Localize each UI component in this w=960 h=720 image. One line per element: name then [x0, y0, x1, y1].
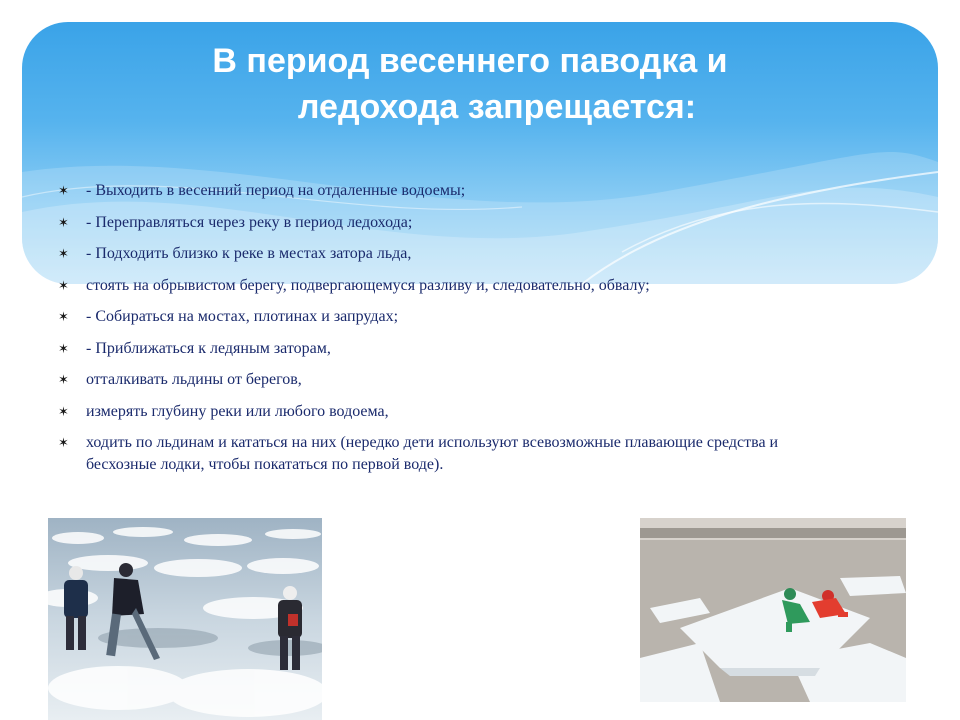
- star-bullet-icon: ✶: [58, 246, 69, 261]
- list-item: ✶ - Приближаться к ледяным заторам,: [52, 338, 852, 360]
- list-item: ✶ - Выходить в весенний период на отдаленные водоемы;: [52, 180, 852, 202]
- list-item: ✶ отталкивать льдины от берегов,: [52, 369, 852, 391]
- star-bullet-icon: ✶: [58, 403, 69, 419]
- star-bullet-icon: ✶: [58, 435, 69, 450]
- title-line-1: В период весеннего паводка и: [212, 42, 728, 80]
- star-bullet-icon: ✶: [58, 340, 69, 356]
- list-item: ✶ - Собираться на мостах, плотинах и запрудах;: [52, 306, 852, 328]
- star-bullet-icon: ✶: [58, 372, 69, 387]
- prohibitions-list: [52, 180, 852, 486]
- list-item: ✶ стоять на обрывистом берегу, подвергающемуся разливу и, следовательно, обвалу;: [52, 275, 852, 297]
- list-item: ✶ измерять глубину реки или любого водоема,: [52, 401, 852, 423]
- star-bullet-icon: ✶: [58, 309, 69, 324]
- star-bullet-icon: ✶: [58, 277, 69, 293]
- star-bullet-icon: ✶: [58, 214, 69, 230]
- star-bullet-icon: ✶: [58, 183, 69, 198]
- ice-people-photo: [48, 518, 322, 720]
- ice-floe-children-photo: [640, 518, 906, 702]
- list-item: ✶ - Переправляться через реку в период ледохода;: [52, 212, 852, 234]
- slide-title: [0, 38, 960, 130]
- list-item: ✶ ходить по льдинам и кататься на них (нередко дети используют всевозможные плавающие средства и бесхозные лодки, чтобы покататься по первой воде).: [58, 434, 779, 473]
- list-item: ✶ - Подходить близко к реке в местах затора льда,: [52, 243, 852, 265]
- title-line-2: ледохода запрещается:: [297, 88, 697, 126]
